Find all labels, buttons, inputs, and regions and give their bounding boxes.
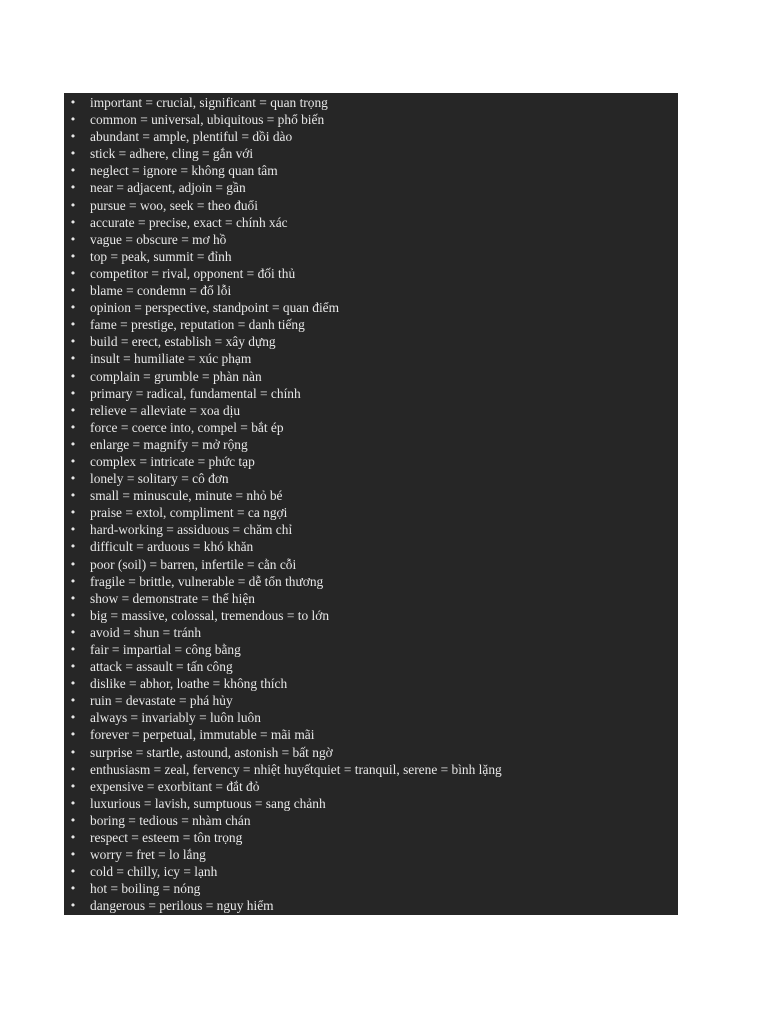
list-item: [64, 521, 678, 538]
vocab-entry-text: insult = humiliate = xúc phạm: [90, 351, 252, 367]
vocab-entry-text: attack = assault = tấn công: [90, 659, 233, 675]
vocab-entry-text: accurate = precise, exact = chính xác: [90, 214, 288, 230]
bullet-icon: •: [69, 489, 77, 503]
vocab-entry-text: build = erect, establish = xây dựng: [90, 334, 276, 350]
bullet-icon: •: [69, 882, 77, 896]
bullet-icon: •: [69, 369, 77, 383]
list-item: [64, 897, 678, 914]
list-item: [64, 556, 678, 573]
bullet-icon: •: [69, 318, 77, 332]
bullet-icon: •: [69, 865, 77, 879]
vocab-entry-text: neglect = ignore = không quan tâm: [90, 163, 278, 179]
vocab-entry-text: force = coerce into, compel = bắt ép: [90, 419, 284, 435]
list-item: [64, 419, 678, 436]
vocab-entry-text: hot = boiling = nóng: [90, 881, 201, 897]
bullet-icon: •: [69, 403, 77, 417]
vocab-entry-text: forever = perpetual, immutable = mãi mãi: [90, 727, 315, 743]
vocab-entry-text: common = universal, ubiquitous = phổ biến: [90, 112, 325, 128]
vocab-entry-text: avoid = shun = tránh: [90, 624, 202, 640]
bullet-icon: •: [69, 557, 77, 571]
vocab-entry-text: enlarge = magnify = mở rộng: [90, 436, 248, 452]
vocab-entry-text: boring = tedious = nhàm chán: [90, 812, 251, 828]
list-item: [64, 179, 678, 196]
bullet-icon: •: [69, 523, 77, 537]
list-item: [64, 846, 678, 863]
list-item: [64, 128, 678, 145]
vocab-entry-text: opinion = perspective, standpoint = quan điểm: [90, 300, 340, 316]
list-item: [64, 333, 678, 350]
bullet-icon: •: [69, 266, 77, 280]
vocab-entry-text: top = peak, summit = đỉnh: [90, 248, 232, 264]
bullet-icon: •: [69, 386, 77, 400]
bullet-icon: •: [69, 420, 77, 434]
bullet-icon: •: [69, 796, 77, 810]
bullet-icon: •: [69, 352, 77, 366]
list-item: [64, 299, 678, 316]
list-item: [64, 573, 678, 590]
bullet-icon: •: [69, 198, 77, 212]
bullet-icon: •: [69, 232, 77, 246]
vocab-entry-text: cold = chilly, icy = lạnh: [90, 864, 218, 880]
bullet-icon: •: [69, 284, 77, 298]
bullet-icon: •: [69, 779, 77, 793]
list-item: [64, 624, 678, 641]
list-item: [64, 94, 678, 111]
list-item: [64, 812, 678, 829]
bullet-icon: •: [69, 506, 77, 520]
list-item: [64, 214, 678, 231]
list-item: [64, 692, 678, 709]
vocabulary-list: [64, 94, 678, 915]
list-item: [64, 538, 678, 555]
list-item: [64, 641, 678, 658]
bullet-icon: •: [69, 625, 77, 639]
bullet-icon: •: [69, 181, 77, 195]
bullet-icon: •: [69, 848, 77, 862]
vocab-entry-text: stick = adhere, cling = gắn với: [90, 146, 254, 162]
bullet-icon: •: [69, 437, 77, 451]
vocab-entry-text: important = crucial, significant = quan trọng: [90, 95, 328, 110]
bullet-icon: •: [69, 335, 77, 349]
list-item: [64, 675, 678, 692]
vocab-entry-text: luxurious = lavish, sumptuous = sang chảnh: [90, 795, 326, 811]
list-item: [64, 282, 678, 299]
vocab-entry-text: praise = extol, compliment = ca ngợi: [90, 505, 288, 521]
vocab-entry-text: small = minuscule, minute = nhỏ bé: [90, 488, 283, 504]
vocabulary-panel: [64, 93, 678, 915]
vocab-entry-text: ruin = devastate = phá hủy: [90, 693, 233, 709]
list-item: [64, 726, 678, 743]
list-item: [64, 402, 678, 419]
list-item: [64, 487, 678, 504]
vocab-entry-text: complain = grumble = phàn nàn: [90, 368, 262, 384]
bullet-icon: •: [69, 660, 77, 674]
list-item: [64, 248, 678, 265]
bullet-icon: •: [69, 574, 77, 588]
vocab-entry-text: expensive = exorbitant = đắt đỏ: [90, 778, 260, 794]
list-item: [64, 453, 678, 470]
bullet-icon: •: [69, 113, 77, 127]
vocab-entry-text: near = adjacent, adjoin = gần: [90, 180, 246, 196]
bullet-icon: •: [69, 591, 77, 605]
list-item: [64, 504, 678, 521]
bullet-icon: •: [69, 728, 77, 742]
list-item: [64, 795, 678, 812]
vocab-entry-text: difficult = arduous = khó khăn: [90, 539, 254, 555]
list-item: [64, 744, 678, 761]
vocab-entry-text: always = invariably = luôn luôn: [90, 710, 261, 726]
vocab-entry-text: respect = esteem = tôn trọng: [90, 830, 243, 846]
bullet-icon: •: [69, 164, 77, 178]
list-item: [64, 863, 678, 880]
bullet-icon: •: [69, 215, 77, 229]
bullet-icon: •: [69, 694, 77, 708]
vocab-entry-text: competitor = rival, opponent = đối thủ: [90, 265, 296, 281]
list-item: [64, 111, 678, 128]
vocab-entry-text: dangerous = perilous = nguy hiểm: [90, 898, 274, 914]
list-item: [64, 265, 678, 282]
list-item: [64, 658, 678, 675]
bullet-icon: •: [69, 472, 77, 486]
vocab-entry-text: dislike = abhor, loathe = không thích: [90, 676, 288, 692]
list-item: [64, 316, 678, 333]
vocab-entry-text: lonely = solitary = cô đơn: [90, 471, 229, 487]
vocab-entry-text: fame = prestige, reputation = danh tiếng: [90, 317, 305, 333]
list-item: [64, 197, 678, 214]
list-item: [64, 607, 678, 624]
list-item: [64, 350, 678, 367]
list-item: [64, 231, 678, 248]
vocab-entry-text: big = massive, colossal, tremendous = to lớn: [90, 607, 330, 623]
list-item: [64, 162, 678, 179]
bullet-icon: •: [69, 540, 77, 554]
list-item: [64, 368, 678, 385]
bullet-icon: •: [69, 813, 77, 827]
list-item: [64, 880, 678, 897]
bullet-icon: •: [69, 643, 77, 656]
bullet-icon: •: [69, 711, 77, 725]
list-item: [64, 761, 678, 778]
vocab-entry-text: enthusiasm = zeal, fervency = nhiệt huyếtquiet = tranquil, serene = bình lặng: [90, 761, 502, 777]
bullet-icon: •: [69, 130, 77, 144]
list-item: [64, 778, 678, 795]
vocab-entry-text: fragile = brittle, vulnerable = dễ tổn thương: [90, 573, 324, 589]
vocab-entry-text: poor (soil) = barren, infertile = cằn cỗi: [90, 556, 297, 572]
bullet-icon: •: [69, 301, 77, 315]
vocab-entry-text: fair = impartial = công bằng: [90, 642, 241, 657]
bullet-icon: •: [69, 454, 77, 468]
vocab-entry-text: blame = condemn = đổ lỗi: [90, 283, 232, 299]
list-item: [64, 145, 678, 162]
list-item: [64, 829, 678, 846]
vocab-entry-text: vague = obscure = mơ hồ: [90, 231, 227, 247]
vocab-entry-text: hard-working = assiduous = chăm chỉ: [90, 522, 293, 538]
vocab-entry-text: pursue = woo, seek = theo đuổi: [90, 197, 258, 213]
bullet-icon: •: [69, 96, 77, 109]
list-item: [64, 436, 678, 453]
bullet-icon: •: [69, 249, 77, 263]
bullet-icon: •: [69, 762, 77, 776]
vocab-entry-text: worry = fret = lo lắng: [90, 847, 206, 863]
list-item: [64, 470, 678, 487]
bullet-icon: •: [69, 147, 77, 161]
vocab-entry-text: abundant = ample, plentiful = dồi dào: [90, 129, 293, 145]
bullet-icon: •: [69, 677, 77, 691]
bullet-icon: •: [69, 899, 77, 913]
vocab-entry-text: complex = intricate = phức tạp: [90, 453, 255, 469]
vocab-entry-text: primary = radical, fundamental = chính: [90, 385, 301, 401]
bullet-icon: •: [69, 831, 77, 845]
list-item: [64, 385, 678, 402]
vocab-entry-text: surprise = startle, astound, astonish = bất ngờ: [90, 744, 333, 760]
vocab-entry-text: show = demonstrate = thể hiện: [90, 590, 255, 606]
bullet-icon: •: [69, 608, 77, 622]
bullet-icon: •: [69, 745, 77, 759]
vocab-entry-text: relieve = alleviate = xoa dịu: [90, 402, 241, 418]
list-item: [64, 709, 678, 726]
list-item: [64, 590, 678, 607]
